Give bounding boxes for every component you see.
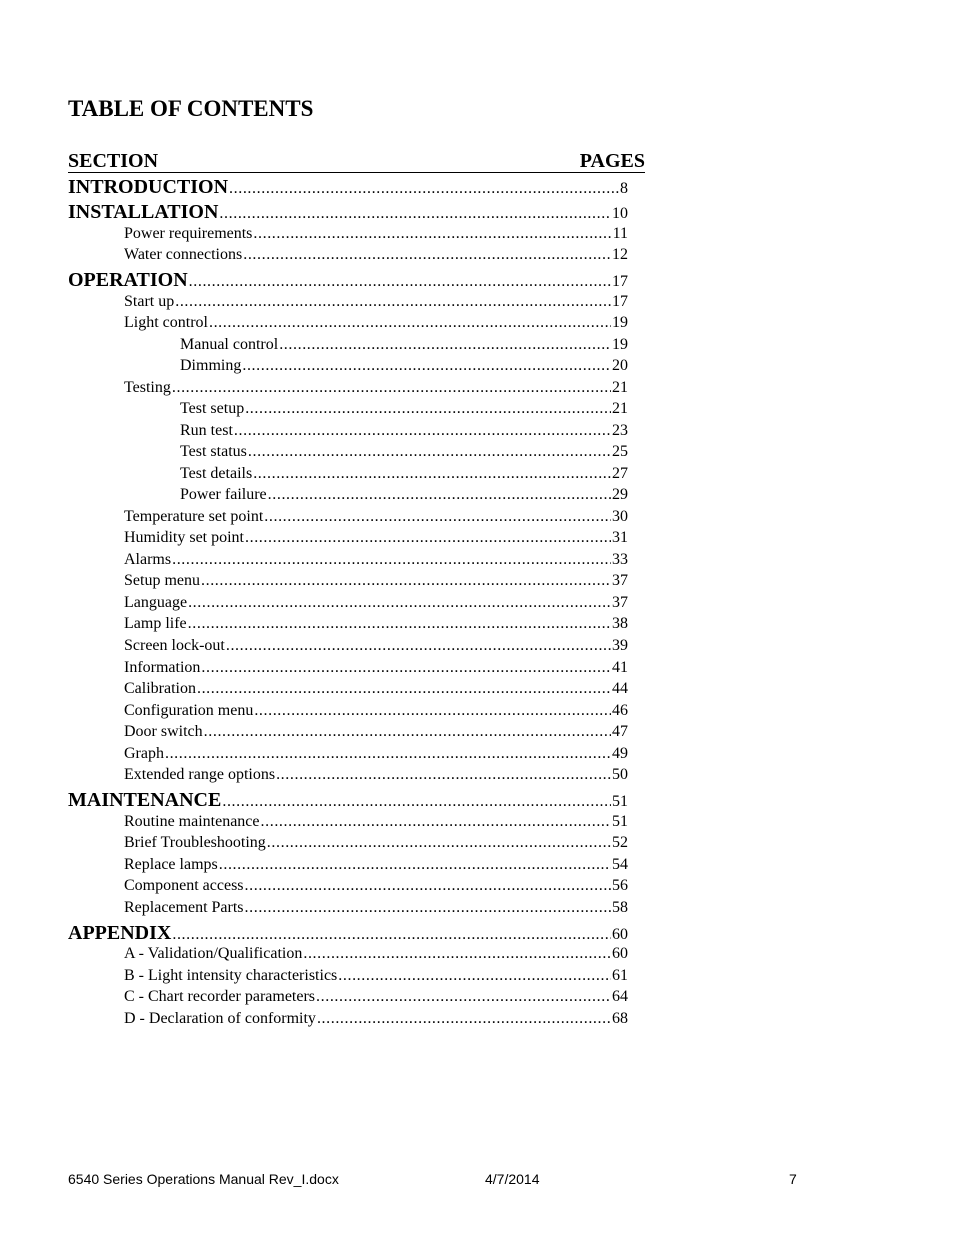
toc-entry-page: 17 [612, 293, 628, 310]
toc-entry-page: 12 [612, 246, 628, 263]
dot-leader [253, 225, 611, 243]
toc-entry-label: Light control [124, 314, 208, 331]
dot-leader [276, 766, 611, 784]
toc-entry-page: 20 [612, 357, 628, 374]
toc-entry [68, 269, 628, 292]
dot-leader [242, 357, 611, 375]
toc-entry [124, 293, 628, 311]
toc-entry-label: Extended range options [124, 766, 276, 783]
toc-entry [180, 336, 628, 354]
dot-leader [209, 314, 611, 332]
toc-entry-page: 10 [612, 205, 628, 222]
dot-leader [201, 659, 611, 677]
dot-leader [165, 745, 611, 763]
toc-entry-label: OPERATION [68, 269, 188, 291]
toc-entry-page: 37 [612, 594, 628, 611]
toc-entry-page: 19 [612, 314, 628, 331]
toc-entry-label: Test setup [180, 400, 245, 417]
toc-entry [124, 551, 628, 569]
toc-entry-label: Dimming [180, 357, 242, 374]
toc-entry-page: 31 [612, 529, 628, 546]
toc-entry [124, 508, 628, 526]
dot-leader [261, 813, 611, 831]
dot-leader [234, 422, 611, 440]
toc-entry-label: Temperature set point [124, 508, 264, 525]
toc-entry-label: Replace lamps [124, 856, 218, 873]
toc-entry-label: Routine maintenance [124, 813, 260, 830]
toc-entry-label: Test details [180, 465, 253, 482]
footer-page-number: 7 [789, 1171, 797, 1187]
toc-entry-page: 33 [612, 551, 628, 568]
toc-entry-page: 60 [612, 926, 628, 943]
toc-entry-page: 47 [612, 723, 628, 740]
dot-leader [226, 637, 611, 655]
toc-entry [124, 834, 628, 852]
toc-entry-label: Power failure [180, 486, 267, 503]
toc-entry [124, 1010, 628, 1028]
toc-entry-label: Configuration menu [124, 702, 254, 719]
toc-entry-page: 19 [612, 336, 628, 353]
toc-entry-page: 38 [612, 615, 628, 632]
toc-entry-label: B - Light intensity characteristics [124, 967, 338, 984]
section-column-label: SECTION [68, 150, 159, 172]
toc-entry-label: C - Chart recorder parameters [124, 988, 316, 1005]
toc-entry-page: 29 [612, 486, 628, 503]
dot-leader [243, 246, 611, 264]
toc-entry-label: INTRODUCTION [68, 176, 229, 198]
toc-entry-page: 21 [612, 400, 628, 417]
dot-leader [245, 400, 611, 418]
toc-entry [124, 899, 628, 917]
toc-entry-label: INSTALLATION [68, 201, 219, 223]
page-title: TABLE OF CONTENTS [68, 96, 314, 121]
toc-entry [124, 702, 628, 720]
toc-entry [124, 594, 628, 612]
footer-document-name: 6540 Series Operations Manual Rev_I.docx [68, 1171, 339, 1187]
dot-leader [175, 293, 611, 311]
dot-leader [197, 680, 611, 698]
toc-entry [124, 967, 628, 985]
dot-leader [317, 1010, 611, 1028]
toc-entry-page: 25 [612, 443, 628, 460]
dot-leader [303, 945, 611, 963]
dot-leader [172, 551, 611, 569]
dot-leader [229, 180, 619, 198]
dot-leader [267, 834, 611, 852]
dot-leader [254, 702, 611, 720]
toc-entry-page: 64 [612, 988, 628, 1005]
pages-column-label: PAGES [579, 150, 645, 172]
toc-entry-page: 51 [612, 793, 628, 810]
toc-entry [124, 615, 628, 633]
toc-entry [124, 379, 628, 397]
dot-leader [188, 594, 611, 612]
dot-leader [204, 723, 611, 741]
toc-entry-page: 60 [612, 945, 628, 962]
toc-entry [180, 400, 628, 418]
toc-entry [68, 176, 628, 199]
toc-entry [124, 680, 628, 698]
toc-entry-page: 52 [612, 834, 628, 851]
dot-leader [222, 793, 611, 811]
toc-entry [124, 225, 628, 243]
dot-leader [188, 615, 611, 633]
toc-entry [68, 201, 628, 224]
toc-entry-label: Information [124, 659, 201, 676]
dot-leader [219, 856, 611, 874]
dot-leader [248, 443, 611, 461]
toc-entry-page: 44 [612, 680, 628, 697]
dot-leader [245, 899, 611, 917]
toc-entry-label: A - Validation/Qualification [124, 945, 303, 962]
toc-entry-label: Testing [124, 379, 171, 396]
toc-entry-label: D - Declaration of conformity [124, 1010, 316, 1027]
toc-entry [180, 465, 628, 483]
toc-entry [124, 246, 628, 264]
toc-entry-page: 11 [612, 225, 628, 242]
toc-entry [124, 945, 628, 963]
toc-entry [180, 443, 628, 461]
toc-entry-page: 51 [612, 813, 628, 830]
toc-entry-page: 61 [612, 967, 628, 984]
dot-leader [316, 988, 611, 1006]
toc-entry-label: Run test [180, 422, 233, 439]
toc-entry-page: 68 [612, 1010, 628, 1027]
toc-entry-label: Alarms [124, 551, 172, 568]
toc-entry-label: Test status [180, 443, 247, 460]
toc-entry-page: 49 [612, 745, 628, 762]
toc-entry [124, 988, 628, 1006]
toc-entry-page: 56 [612, 877, 628, 894]
toc-entry [68, 922, 628, 945]
toc-entry-page: 41 [612, 659, 628, 676]
dot-leader [264, 508, 611, 526]
toc-entry-label: Brief Troubleshooting [124, 834, 266, 851]
dot-leader [201, 572, 611, 590]
toc-entry-page: 21 [612, 379, 628, 396]
toc-entry-label: Start up [124, 293, 175, 310]
dot-leader [172, 926, 611, 944]
dot-leader [253, 465, 611, 483]
toc-entry [180, 357, 628, 375]
toc-entry-label: Manual control [180, 336, 279, 353]
toc-entry-label: Setup menu [124, 572, 200, 589]
toc-entry-label: Graph [124, 745, 164, 762]
toc-entry-label: Water connections [124, 246, 243, 263]
toc-entry-page: 58 [612, 899, 628, 916]
toc-entry-label: Screen lock-out [124, 637, 225, 654]
toc-entry-page: 39 [612, 637, 628, 654]
toc-entry-page: 17 [612, 273, 628, 290]
toc-entry-page: 8 [620, 180, 628, 197]
dot-leader [245, 877, 611, 895]
toc-entry-label: Component access [124, 877, 244, 894]
toc-entry [68, 789, 628, 812]
dot-leader [189, 273, 611, 291]
toc-entry [180, 422, 628, 440]
toc-entry [124, 659, 628, 677]
toc-entry-page: 50 [612, 766, 628, 783]
toc-entry-label: Calibration [124, 680, 196, 697]
toc-entry-page: 46 [612, 702, 628, 719]
toc-entry-label: Language [124, 594, 188, 611]
toc-entry [180, 486, 628, 504]
toc-entry-label: Door switch [124, 723, 203, 740]
toc-entry-page: 27 [612, 465, 628, 482]
toc-entry [124, 856, 628, 874]
toc-entry-label: APPENDIX [68, 922, 172, 944]
dot-leader [338, 967, 611, 985]
footer-date: 4/7/2014 [485, 1171, 540, 1187]
toc-entry-page: 23 [612, 422, 628, 439]
toc-entry [124, 572, 628, 590]
toc-entry [124, 813, 628, 831]
toc-entry-label: Lamp life [124, 615, 187, 632]
toc-entry-label: Humidity set point [124, 529, 244, 546]
dot-leader [279, 336, 611, 354]
toc-entry [124, 723, 628, 741]
toc-entry [124, 637, 628, 655]
dot-leader [219, 205, 611, 223]
toc-entry-label: Replacement Parts [124, 899, 244, 916]
toc-entry-label: Power requirements [124, 225, 253, 242]
dot-leader [268, 486, 611, 504]
toc-entry [124, 877, 628, 895]
toc-entry [124, 529, 628, 547]
toc-entry-page: 54 [612, 856, 628, 873]
toc-entry [124, 745, 628, 763]
toc-entry-page: 37 [612, 572, 628, 589]
dot-leader [245, 529, 611, 547]
dot-leader [172, 379, 611, 397]
toc-entry [124, 314, 628, 332]
toc-entry [124, 766, 628, 784]
toc-entry-page: 30 [612, 508, 628, 525]
toc-entry-label: MAINTENANCE [68, 789, 222, 811]
